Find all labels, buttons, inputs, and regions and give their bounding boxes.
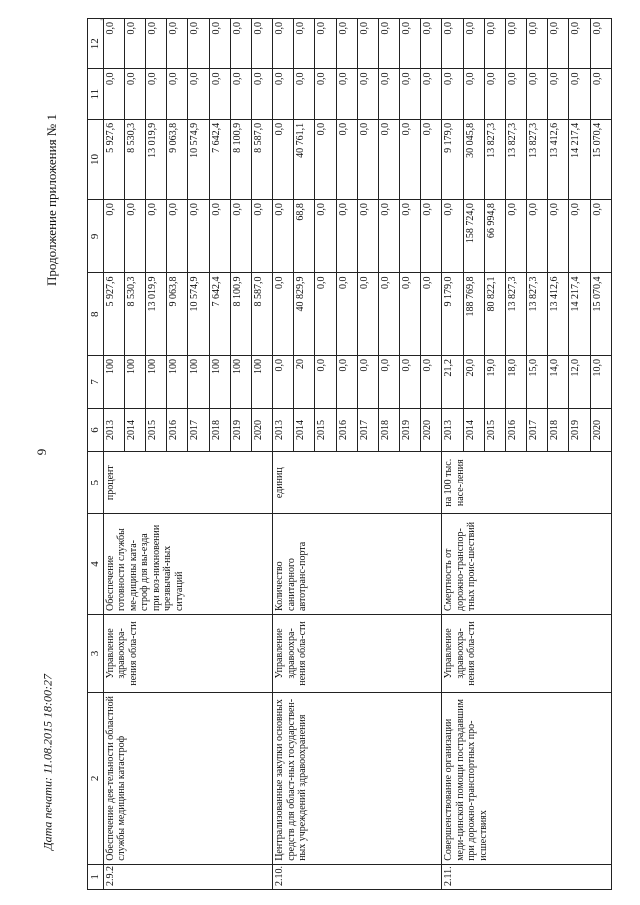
col10-cell: 0,0 xyxy=(357,119,378,199)
col11-cell: 0,0 xyxy=(336,69,357,119)
col9-cell: 0,0 xyxy=(590,200,611,273)
total-cell: 13 827,3 xyxy=(505,273,526,356)
indicator-value-cell: 18,0 xyxy=(505,356,526,409)
col11-cell: 0,0 xyxy=(188,69,209,119)
col9-cell: 0,0 xyxy=(273,200,294,273)
col11-cell: 0,0 xyxy=(209,69,230,119)
col9-cell: 68,8 xyxy=(294,200,315,273)
item-indicator: Обеспечение готовности службы ме-дицины ката-строф для вы-езда при воз-никновении чрезвычай-ных ситуаций xyxy=(103,514,272,615)
total-cell: 188 769,8 xyxy=(463,273,484,356)
col12-cell: 0,0 xyxy=(188,19,209,70)
indicator-value-cell: 0,0 xyxy=(378,356,399,409)
year-cell: 2016 xyxy=(336,408,357,452)
year-cell: 2014 xyxy=(294,408,315,452)
col10-cell: 13 827,3 xyxy=(484,119,505,199)
year-cell: 2013 xyxy=(442,408,463,452)
col11-cell: 0,0 xyxy=(251,69,272,119)
col12-cell: 0,0 xyxy=(569,19,590,70)
year-cell: 2020 xyxy=(590,408,611,452)
indicator-value-cell: 0,0 xyxy=(357,356,378,409)
total-cell: 9 179,0 xyxy=(442,273,463,356)
col12-cell: 0,0 xyxy=(484,19,505,70)
item-indicator: Смертность от дорожно-транспор-тных проис-шествий xyxy=(442,514,612,615)
indicator-value-cell: 12,0 xyxy=(569,356,590,409)
header-row xyxy=(88,19,104,890)
item-name: Обеспечение дея-тельности областной службы медицины катастроф xyxy=(103,692,272,864)
col-header: 11 xyxy=(88,69,104,119)
total-cell: 80 822,1 xyxy=(484,273,505,356)
year-cell: 2017 xyxy=(527,408,548,452)
col9-cell: 0,0 xyxy=(103,200,124,273)
col10-cell: 8 100,9 xyxy=(230,119,251,199)
col9-cell: 0,0 xyxy=(188,200,209,273)
col12-cell: 0,0 xyxy=(315,19,336,70)
col11-cell: 0,0 xyxy=(505,69,526,119)
col12-cell: 0,0 xyxy=(145,19,166,70)
col12-cell: 0,0 xyxy=(273,19,294,70)
item-name: Совершенствование организации меди-цинской помощи пострадавшим при дорожно-транспортных про-исшествиях xyxy=(442,692,612,864)
col10-cell: 13 019,9 xyxy=(145,119,166,199)
col9-cell: 0,0 xyxy=(378,200,399,273)
year-cell: 2017 xyxy=(357,408,378,452)
indicator-value-cell: 100 xyxy=(145,356,166,409)
year-cell: 2013 xyxy=(103,408,124,452)
col9-cell: 0,0 xyxy=(124,200,145,273)
year-cell: 2016 xyxy=(167,408,188,452)
table-row xyxy=(103,19,124,890)
col11-cell: 0,0 xyxy=(230,69,251,119)
col10-cell: 8 530,3 xyxy=(124,119,145,199)
item-number: 2.11. xyxy=(442,864,612,889)
year-cell: 2019 xyxy=(230,408,251,452)
col10-cell: 9 179,0 xyxy=(442,119,463,199)
total-cell: 5 927,6 xyxy=(103,273,124,356)
col9-cell: 158 724,0 xyxy=(463,200,484,273)
indicator-value-cell: 19,0 xyxy=(484,356,505,409)
col11-cell: 0,0 xyxy=(103,69,124,119)
item-executor: Управление здравоохра-нения обла-сти xyxy=(442,614,612,692)
col12-cell: 0,0 xyxy=(548,19,569,70)
indicator-value-cell: 0,0 xyxy=(315,356,336,409)
year-cell: 2019 xyxy=(400,408,421,452)
col10-cell: 13 412,6 xyxy=(548,119,569,199)
year-cell: 2014 xyxy=(463,408,484,452)
col12-cell: 0,0 xyxy=(251,19,272,70)
col9-cell: 0,0 xyxy=(145,200,166,273)
col10-cell: 40 761,1 xyxy=(294,119,315,199)
rotated-table-container xyxy=(87,18,612,890)
col-header: 7 xyxy=(88,356,104,409)
col11-cell: 0,0 xyxy=(315,69,336,119)
col11-cell: 0,0 xyxy=(484,69,505,119)
year-cell: 2020 xyxy=(421,408,442,452)
col12-cell: 0,0 xyxy=(209,19,230,70)
item-name: Централизованные закупки основных средств для област-ных государствен-ных учреждений здравоохранения xyxy=(273,692,442,864)
total-cell: 13 827,3 xyxy=(527,273,548,356)
col-header: 9 xyxy=(88,200,104,273)
col11-cell: 0,0 xyxy=(273,69,294,119)
col-header: 6 xyxy=(88,408,104,452)
year-cell: 2014 xyxy=(124,408,145,452)
table-body xyxy=(103,19,611,890)
col10-cell: 0,0 xyxy=(400,119,421,199)
total-cell: 40 829,9 xyxy=(294,273,315,356)
col9-cell: 0,0 xyxy=(400,200,421,273)
total-cell: 0,0 xyxy=(315,273,336,356)
indicator-value-cell: 100 xyxy=(209,356,230,409)
col9-cell: 0,0 xyxy=(315,200,336,273)
total-cell: 0,0 xyxy=(400,273,421,356)
col12-cell: 0,0 xyxy=(103,19,124,70)
col9-cell: 0,0 xyxy=(251,200,272,273)
year-cell: 2015 xyxy=(145,408,166,452)
col11-cell: 0,0 xyxy=(124,69,145,119)
item-unit: процент xyxy=(103,452,272,514)
col10-cell: 8 587,0 xyxy=(251,119,272,199)
total-cell: 15 070,4 xyxy=(590,273,611,356)
col10-cell: 30 045,8 xyxy=(463,119,484,199)
col12-cell: 0,0 xyxy=(357,19,378,70)
col10-cell: 13 827,3 xyxy=(505,119,526,199)
total-cell: 9 063,8 xyxy=(167,273,188,356)
col12-cell: 0,0 xyxy=(463,19,484,70)
item-number: 2.10. xyxy=(273,864,442,889)
col12-cell: 0,0 xyxy=(378,19,399,70)
program-table xyxy=(87,18,612,890)
col9-cell: 0,0 xyxy=(527,200,548,273)
col10-cell: 10 574,9 xyxy=(188,119,209,199)
col9-cell: 0,0 xyxy=(230,200,251,273)
col12-cell: 0,0 xyxy=(527,19,548,70)
col12-cell: 0,0 xyxy=(421,19,442,70)
indicator-value-cell: 100 xyxy=(124,356,145,409)
indicator-value-cell: 14,0 xyxy=(548,356,569,409)
col12-cell: 0,0 xyxy=(336,19,357,70)
total-cell: 7 642,4 xyxy=(209,273,230,356)
col9-cell: 0,0 xyxy=(548,200,569,273)
total-cell: 10 574,9 xyxy=(188,273,209,356)
col10-cell: 15 070,4 xyxy=(590,119,611,199)
col10-cell: 7 642,4 xyxy=(209,119,230,199)
col11-cell: 0,0 xyxy=(569,69,590,119)
col-header: 5 xyxy=(88,452,104,514)
col11-cell: 0,0 xyxy=(145,69,166,119)
item-executor: Управление здравоохра-нения обла-сти xyxy=(273,614,442,692)
year-cell: 2019 xyxy=(569,408,590,452)
col9-cell: 0,0 xyxy=(357,200,378,273)
total-cell: 0,0 xyxy=(336,273,357,356)
col9-cell: 0,0 xyxy=(209,200,230,273)
col12-cell: 0,0 xyxy=(400,19,421,70)
col9-cell: 66 994,8 xyxy=(484,200,505,273)
year-cell: 2015 xyxy=(484,408,505,452)
col9-cell: 0,0 xyxy=(421,200,442,273)
col11-cell: 0,0 xyxy=(442,69,463,119)
indicator-value-cell: 100 xyxy=(188,356,209,409)
col-header: 2 xyxy=(88,692,104,864)
year-cell: 2018 xyxy=(548,408,569,452)
col11-cell: 0,0 xyxy=(357,69,378,119)
col9-cell: 0,0 xyxy=(505,200,526,273)
year-cell: 2013 xyxy=(273,408,294,452)
year-cell: 2018 xyxy=(209,408,230,452)
col10-cell: 0,0 xyxy=(315,119,336,199)
total-cell: 8 100,9 xyxy=(230,273,251,356)
table-rotation-frame xyxy=(87,18,612,890)
col12-cell: 0,0 xyxy=(167,19,188,70)
page-number: 9 xyxy=(34,448,49,456)
total-cell: 8 530,3 xyxy=(124,273,145,356)
appendix-title: Продолжение приложения № 1 xyxy=(44,114,59,286)
col11-cell: 0,0 xyxy=(378,69,399,119)
print-date: Дата печати: 11.08.2015 18:00:27 xyxy=(40,673,55,851)
total-cell: 0,0 xyxy=(357,273,378,356)
col-header: 10 xyxy=(88,119,104,199)
indicator-value-cell: 100 xyxy=(230,356,251,409)
year-cell: 2017 xyxy=(188,408,209,452)
indicator-value-cell: 20,0 xyxy=(463,356,484,409)
col12-cell: 0,0 xyxy=(505,19,526,70)
table-row xyxy=(273,19,294,890)
year-cell: 2018 xyxy=(378,408,399,452)
col12-cell: 0,0 xyxy=(124,19,145,70)
col11-cell: 0,0 xyxy=(294,69,315,119)
total-cell: 13 412,6 xyxy=(548,273,569,356)
col-header: 12 xyxy=(88,19,104,70)
indicator-value-cell: 0,0 xyxy=(273,356,294,409)
indicator-value-cell: 100 xyxy=(103,356,124,409)
year-cell: 2015 xyxy=(315,408,336,452)
indicator-value-cell: 10,0 xyxy=(590,356,611,409)
col10-cell: 0,0 xyxy=(336,119,357,199)
col9-cell: 0,0 xyxy=(336,200,357,273)
indicator-value-cell: 100 xyxy=(251,356,272,409)
indicator-value-cell: 100 xyxy=(167,356,188,409)
col10-cell: 0,0 xyxy=(273,119,294,199)
col11-cell: 0,0 xyxy=(548,69,569,119)
col11-cell: 0,0 xyxy=(400,69,421,119)
total-cell: 0,0 xyxy=(273,273,294,356)
corner-mark: - xyxy=(100,14,103,24)
col10-cell: 5 927,6 xyxy=(103,119,124,199)
table-row xyxy=(442,19,463,890)
col11-cell: 0,0 xyxy=(421,69,442,119)
col12-cell: 0,0 xyxy=(442,19,463,70)
col12-cell: 0,0 xyxy=(294,19,315,70)
col10-cell: 0,0 xyxy=(378,119,399,199)
col10-cell: 9 063,8 xyxy=(167,119,188,199)
total-cell: 8 587,0 xyxy=(251,273,272,356)
col-header: 8 xyxy=(88,273,104,356)
col-header: 3 xyxy=(88,614,104,692)
col-header: 1 xyxy=(88,864,104,889)
item-unit: на 100 тыс. насе-ления xyxy=(442,452,612,514)
year-cell: 2020 xyxy=(251,408,272,452)
total-cell: 0,0 xyxy=(378,273,399,356)
col12-cell: 0,0 xyxy=(590,19,611,70)
indicator-value-cell: 21,2 xyxy=(442,356,463,409)
col11-cell: 0,0 xyxy=(167,69,188,119)
indicator-value-cell: 15,0 xyxy=(527,356,548,409)
total-cell: 13 019,9 xyxy=(145,273,166,356)
item-executor: Управление здравоохра-нения обла-сти xyxy=(103,614,272,692)
col10-cell: 14 217,4 xyxy=(569,119,590,199)
total-cell: 0,0 xyxy=(421,273,442,356)
year-cell: 2016 xyxy=(505,408,526,452)
col11-cell: 0,0 xyxy=(463,69,484,119)
col12-cell: 0,0 xyxy=(230,19,251,70)
item-number: 2.9.2 xyxy=(103,864,272,889)
indicator-value-cell: 20 xyxy=(294,356,315,409)
col-header: 4 xyxy=(88,514,104,615)
col9-cell: 0,0 xyxy=(569,200,590,273)
col10-cell: 0,0 xyxy=(421,119,442,199)
col9-cell: 0,0 xyxy=(167,200,188,273)
item-indicator: Количество санитарного автотранс-порта xyxy=(273,514,442,615)
col11-cell: 0,0 xyxy=(527,69,548,119)
col11-cell: 0,0 xyxy=(590,69,611,119)
col9-cell: 0,0 xyxy=(442,200,463,273)
indicator-value-cell: 0,0 xyxy=(336,356,357,409)
indicator-value-cell: 0,0 xyxy=(421,356,442,409)
indicator-value-cell: 0,0 xyxy=(400,356,421,409)
item-unit: единиц xyxy=(273,452,442,514)
col10-cell: 13 827,3 xyxy=(527,119,548,199)
total-cell: 14 217,4 xyxy=(569,273,590,356)
